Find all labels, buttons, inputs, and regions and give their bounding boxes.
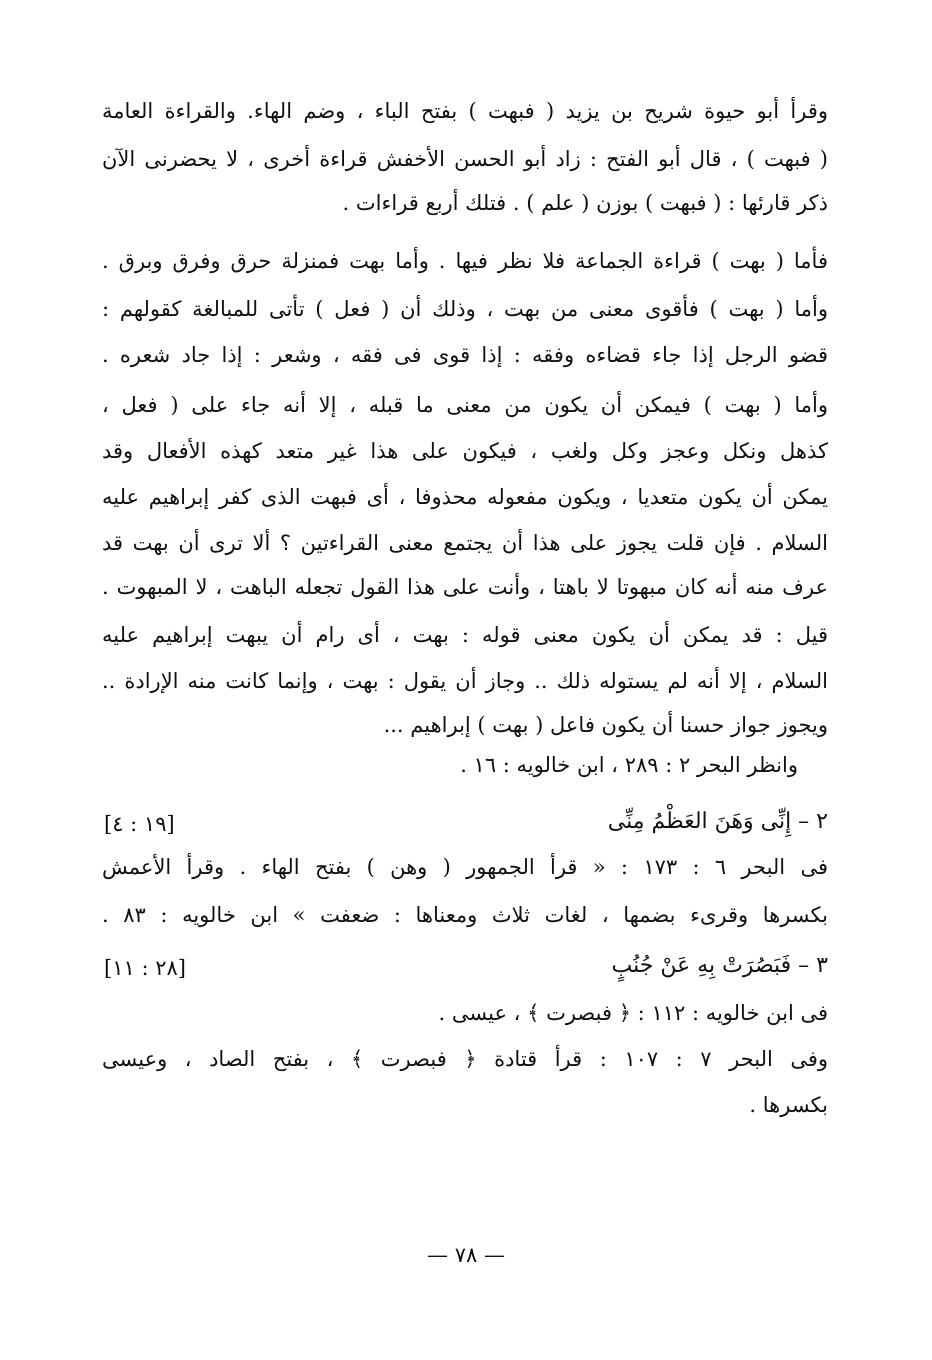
text-line: فى البحر ٦ : ١٧٣ : « قرأ الجمهور ( وهن ) بفتح الهاء . وقرأ الأعمش [102,855,828,879]
text-line: بكسرها وقرىء بضمها ، لغات ثلاث ومعناها : ضعفت » ابن خالويه : ٨٣ . [102,903,828,927]
text-line: وأما ( بهت ) فأقوى معنى من بهت ، وذلك أن ( فعل ) تأتى للمبالغة كقولهم : [102,297,828,321]
text-line: السلام ، إلا أنه لم يستوله ذلك .. وجاز أن يقول : بهت ، وإنما كانت منه الإرادة .. [102,669,828,693]
text-line: وأما ( بهت ) فيمكن أن يكون من معنى ما قبله ، إلا أنه جاء على ( فعل ، [102,393,828,417]
verse-reference: [١٩ : ٤] [104,812,175,836]
text-line: وقرأ أبو حيوة شريح بن يزيد ( فبهت ) بفتح الباء ، وضم الهاء. والقراءة العامة [102,99,828,123]
text-line: ويجوز جواز حسنا أن يكون فاعل ( بهت ) إبراهيم ... [383,713,828,737]
text-line: فى ابن خالويه : ١١٢ : ﴿ فبصرت ﴾ ، عيسى . [438,1001,828,1025]
text-line: قضو الرجل إذا جاء قضاءه وفقه : إذا قوى فى فقه ، وشعر : إذا جاد شعره . [102,343,828,367]
text-line: ذكر قارئها : ( فبهت ) بوزن ( علم ) . فتلك أربع قراءات . [342,191,828,215]
text-line: عرف منه أنه كان مبهوتا لا باهتا ، وأنت على هذا القول تجعله الباهت ، لا المبهوت . [102,575,828,599]
verse-heading: ٣ – فَبَصُرَتْ بِهِ عَنْ جُنُبٍ [611,953,828,978]
verse-reference: [٢٨ : ١١] [104,956,186,980]
text-line: كذهل ونكل وعجز وكل ولغب ، فيكون على هذا غير متعد كهذه الأفعال وقد [102,439,828,463]
text-line: بكسرها . [749,1093,828,1117]
text-line: فأما ( بهت ) قراءة الجماعة فلا نظر فيها . وأما بهت فمنزلة حرق وفرق وبرق . [102,249,828,273]
see-also-line: وانظر البحر ٢ : ٢٨٩ ، ابن خالويه : ١٦ . [460,753,798,777]
page-number: — ٧٨ — [427,1243,505,1267]
text-line: يمكن أن يكون متعديا ، ويكون مفعوله محذوفا ، أى فبهت الذى كفر إبراهيم عليه [102,485,828,509]
text-line: وفى البحر ٧ : ١٠٧ : قرأ قتادة ﴿ فبصرت ﴾ ، بفتح الصاد ، وعيسى [102,1047,828,1071]
text-line: قيل : قد يمكن أن يكون معنى قوله : بهت ، أى رام أن يبهت إبراهيم عليه [102,623,828,647]
text-line: السلام . فإن قلت يجوز على هذا أن يجتمع معنى القراءتين ؟ ألا ترى أن بهت قد [102,531,828,555]
verse-heading: ٢ – إِنِّى وَهَنَ العَظْمُ مِنِّى [607,809,828,834]
text-line: ( فبهت ) ، قال أبو الفتح : زاد أبو الحسن الأخفش قراءة أخرى ، لا يحضرنى الآن [102,147,828,171]
